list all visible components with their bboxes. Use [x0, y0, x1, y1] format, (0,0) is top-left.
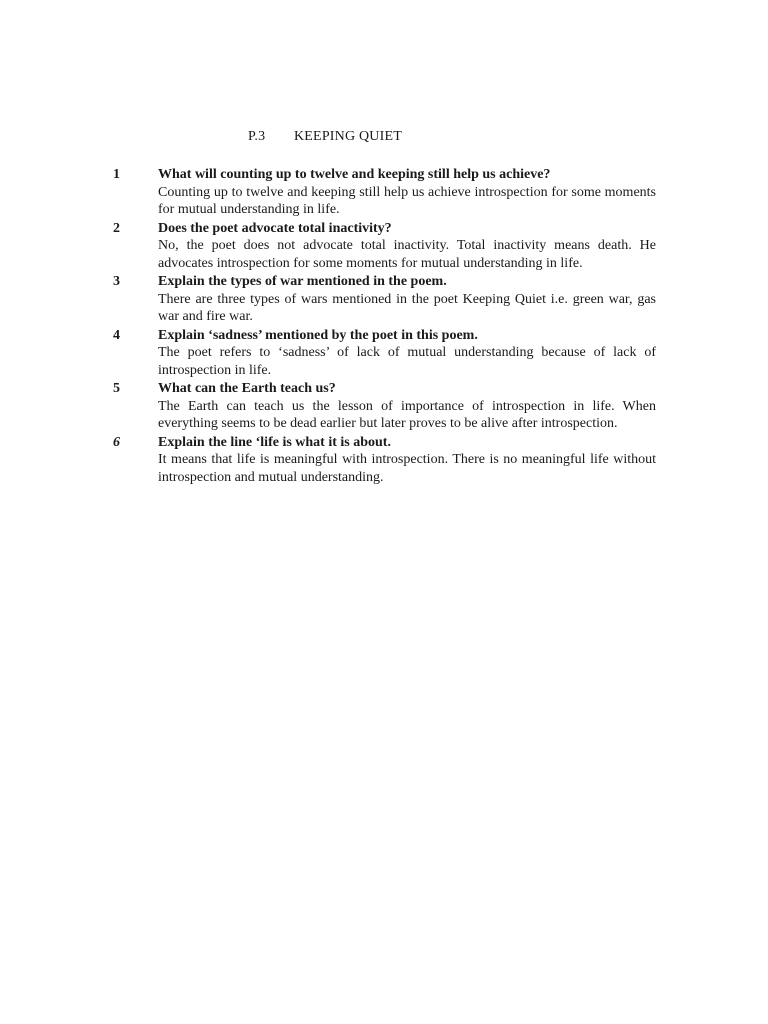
- question-text: Explain the line ‘life is what it is about.: [158, 434, 391, 450]
- answer-text: Counting up to twelve and keeping still help us achieve introspection for some moments for mutual understanding in life.: [158, 184, 656, 217]
- page-heading: [248, 129, 402, 145]
- question-text: Explain the types of war mentioned in the poem.: [158, 274, 447, 289]
- qa-item: [113, 166, 656, 219]
- question-number: 3: [113, 274, 120, 289]
- answer-text: The Earth can teach us the lesson of importance of introspection in life. When everything seems to be dead earlier but later proves to be alive after introspection.: [158, 398, 656, 431]
- question-number: 5: [113, 381, 120, 396]
- question-number: 1: [113, 167, 120, 182]
- question-number: 4: [113, 327, 120, 343]
- question-text: Does the poet advocate total inactivity?: [158, 220, 392, 236]
- question-number: 6: [113, 434, 120, 450]
- qa-item: [113, 380, 656, 433]
- qa-item: [113, 434, 656, 487]
- answer-text: No, the poet does not advocate total inactivity. Total inactivity means death. He advocates introspection for some moments for mutual understanding in life.: [158, 238, 656, 271]
- answer-text: There are three types of wars mentioned in the poet Keeping Quiet i.e. green war, gas war and fire war.: [158, 291, 656, 324]
- answer-text: It means that life is meaningful with introspection. There is no meaningful life without introspection and mutual understanding.: [158, 452, 656, 485]
- qa-item: [113, 327, 656, 380]
- question-text: What will counting up to twelve and keeping still help us achieve?: [158, 167, 551, 182]
- chapter-title: KEEPING QUIET: [294, 129, 402, 144]
- question-text: Explain ‘sadness’ mentioned by the poet in this poem.: [158, 327, 478, 343]
- question-number: 2: [113, 220, 120, 236]
- answer-text: The poet refers to ‘sadness’ of lack of mutual understanding because of lack of introspection in life.: [158, 345, 656, 378]
- qa-item: [113, 273, 656, 326]
- qa-list: [113, 166, 656, 487]
- question-text: What can the Earth teach us?: [158, 381, 336, 396]
- page-number: P.3: [248, 129, 266, 144]
- qa-item: [113, 220, 656, 273]
